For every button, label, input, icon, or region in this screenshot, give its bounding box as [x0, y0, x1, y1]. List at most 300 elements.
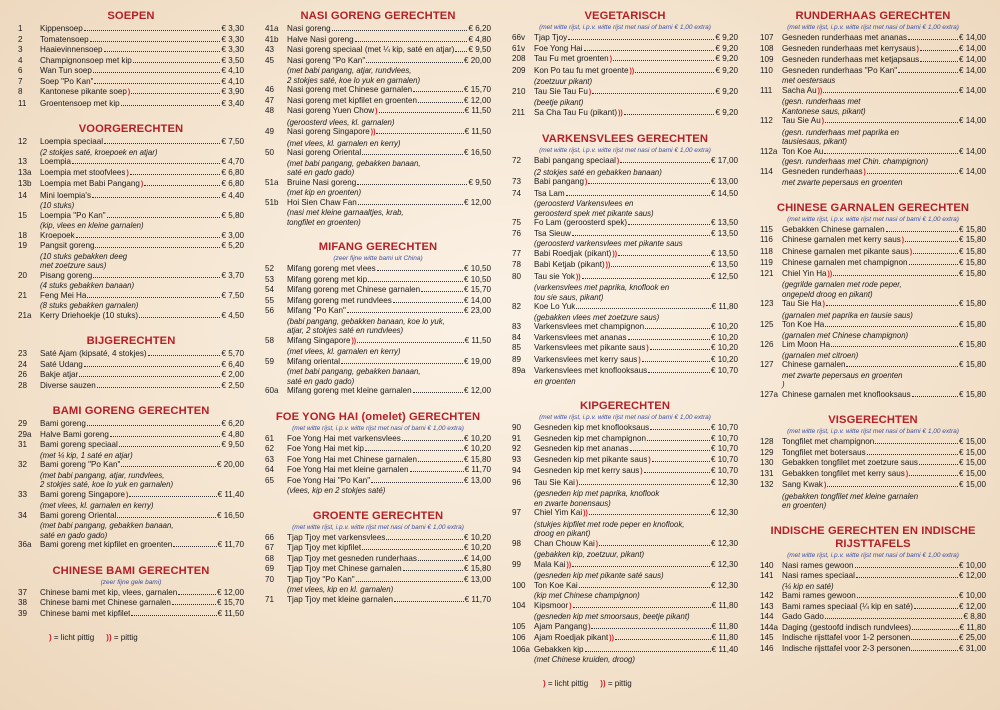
item-name: Nasi goreng Singapore — [287, 127, 370, 136]
item-name: Kipsmoor — [534, 600, 569, 610]
spicy-indicator-icon: )) — [612, 250, 618, 258]
spicy-indicator-icon: ) — [823, 482, 827, 489]
item-name: Mifang "Po Kan" — [287, 306, 346, 315]
menu-section — [760, 10, 986, 188]
item-name: Foe Yong Hai met kleine garnalen — [287, 465, 409, 474]
item-description: (gebakken tongfilet met kleine garnalen — [782, 491, 919, 501]
item-number: 82 — [512, 302, 522, 311]
item-description: droog en pikant) — [534, 529, 591, 538]
item-name: Sa Cha Tau Fu (pikant) — [534, 107, 618, 117]
menu-item — [760, 458, 986, 469]
item-price: € 3,40 — [221, 98, 244, 108]
menu-item — [265, 24, 491, 35]
item-price: € 10,20 — [463, 444, 491, 453]
item-price: € 10,00 — [958, 560, 986, 570]
dot-leader — [76, 237, 221, 238]
item-name: Bami goreng — [40, 419, 86, 428]
item-number: 76 — [512, 228, 522, 238]
section-title: RUNDERHAAS GERECHTEN — [795, 10, 951, 22]
spicy-indicator-icon: ) — [375, 108, 378, 115]
section-note: (met witte rijst, i.p.v. witte rijst met nasi of bami € 1,00 extra) — [787, 551, 959, 559]
dot-leader — [628, 339, 710, 340]
item-price: € 14,50 — [710, 188, 738, 198]
item-price: € 3,70 — [221, 270, 244, 280]
item-price: € 15,70 — [463, 85, 491, 94]
menu-item — [512, 44, 738, 55]
item-price: € 9,20 — [715, 107, 738, 117]
item-price: € 15,80 — [463, 454, 491, 464]
item-price: € 10,20 — [710, 332, 738, 342]
item-price: € 15,70 — [216, 598, 244, 607]
dot-leader — [582, 278, 710, 279]
item-name: Mifang goreng met kleine garnalen — [287, 386, 412, 395]
dot-leader — [572, 566, 710, 567]
menu-item — [18, 191, 244, 202]
menu-item — [265, 434, 491, 445]
item-name: Chiel Yin Ha — [782, 268, 827, 278]
menu-item — [760, 623, 986, 634]
item-number: 119 — [760, 258, 773, 267]
menu-item — [265, 35, 491, 46]
item-name: Kon Po tau fu met groente — [534, 65, 629, 75]
menu-item — [265, 465, 491, 476]
item-name: Babi Ketjab (pikant) — [534, 260, 605, 269]
item-description: (met ¼ kip, 1 saté en atjar) — [40, 450, 133, 460]
section-title: MIFANG GERECHTEN — [318, 241, 438, 253]
item-description: (gebakken vlees met zoetzure saus) — [534, 312, 660, 322]
menu-section — [18, 405, 244, 551]
item-description: (met kip en groenten) — [287, 188, 362, 197]
item-description: tongfilet en groenten) — [287, 217, 361, 227]
item-name: Gesneden kip met pikante saus — [534, 454, 648, 464]
dot-leader — [90, 41, 221, 42]
dot-leader — [347, 312, 463, 313]
dot-leader — [624, 114, 715, 115]
item-name: Kippensoep — [40, 24, 83, 33]
item-price: € 11,80 — [711, 600, 738, 610]
item-name: Kantonese pikante soep — [40, 87, 127, 96]
dot-leader — [410, 471, 464, 472]
item-price: € 14,00 — [463, 295, 491, 305]
section-title: VARKENSVLEES GERECHTEN — [541, 133, 709, 145]
item-description: (met babi pangang, gebakken banaan, — [287, 158, 421, 168]
menu-item — [512, 108, 738, 120]
menu-item — [512, 249, 738, 261]
item-description: 2 stokjes saté, koe lo yuk en garnalen) — [287, 75, 421, 85]
item-number: 15 — [18, 210, 28, 220]
spicy-indicator-icon: )) — [575, 273, 581, 281]
item-description: (zoetzuur pikant) — [534, 77, 593, 86]
dot-leader — [139, 317, 220, 318]
item-number: 123 — [760, 299, 774, 308]
menu-section — [265, 411, 491, 496]
item-name: Chinese garnalen met kerry saus — [782, 235, 901, 244]
dot-leader — [642, 361, 710, 362]
dot-leader — [572, 235, 710, 236]
menu-section — [760, 525, 986, 655]
item-name: Tjap Tjoy met Chinese garnalen — [287, 564, 402, 573]
item-name: Foe Yong Hai met Chinese garnalen — [287, 454, 418, 464]
dot-leader — [172, 604, 216, 605]
item-number: 140 — [760, 560, 774, 570]
item-description: (met Chinese kruiden, droog) — [534, 655, 635, 664]
item-name: Tsa Sieuw — [534, 228, 571, 238]
item-price: € 15,00 — [958, 480, 986, 489]
item-price: € 10,70 — [710, 423, 738, 432]
item-number: 115 — [760, 224, 773, 234]
dot-leader — [121, 466, 216, 467]
spicy-indicator-icon: ) — [901, 237, 905, 244]
menu-item — [265, 306, 491, 317]
dot-leader — [368, 281, 463, 282]
item-name: Bruine Nasi goreng — [287, 177, 357, 187]
item-name: Tjap Tjoy met kipfilet — [287, 543, 362, 552]
item-price: € 11,50 — [464, 127, 491, 136]
dot-leader — [568, 39, 714, 40]
item-price: € 15,80 — [958, 360, 986, 369]
item-number: 49 — [265, 127, 275, 136]
menu-item — [512, 645, 738, 656]
section-title: BAMI GORENG GERECHTEN — [52, 405, 210, 417]
item-name: Gado Gado — [782, 612, 824, 621]
dot-leader — [827, 486, 958, 487]
dot-leader — [579, 587, 710, 588]
menu-item — [18, 440, 244, 451]
item-name: Gesneden kip met knoflooksaus — [534, 423, 650, 432]
item-name: Feng Mei Ha — [40, 290, 87, 300]
dot-leader — [909, 264, 958, 265]
menu-item — [760, 66, 986, 77]
item-number: 91 — [512, 433, 522, 443]
menu-item — [18, 490, 244, 502]
item-price: € 5,80 — [221, 210, 244, 220]
item-name: Tau Sie Ha — [782, 299, 822, 308]
item-description: (garnalen met paprika en tausie saus) — [782, 310, 913, 320]
menu-item — [18, 66, 244, 77]
menu-item — [760, 602, 986, 613]
item-description: 2 stokjes saté, koe lo yuk en garnalen) — [40, 480, 174, 489]
item-number: 37 — [18, 587, 28, 597]
menu-column-1 — [18, 10, 244, 643]
spicy-indicator-icon: ) — [609, 56, 613, 63]
menu-item — [512, 302, 738, 313]
item-number: 98 — [512, 538, 522, 548]
item-name: Nasi rames speciaal — [782, 571, 855, 580]
item-number: 7 — [18, 76, 23, 86]
item-name: Tjap Tjoy met kleine garnalen — [287, 594, 394, 604]
item-number: 71 — [265, 594, 275, 604]
item-name: Diverse sauzen — [40, 380, 96, 390]
item-number: 61v — [512, 43, 526, 53]
menu-item — [512, 560, 738, 572]
item-name: Tjap Tjoy — [534, 33, 568, 42]
dot-leader — [650, 429, 710, 430]
item-name: Pangsit goreng — [40, 241, 95, 250]
item-price: € 10,50 — [463, 274, 491, 284]
menu-item — [760, 561, 986, 572]
item-price: € 11,80 — [711, 302, 738, 311]
menu-item — [512, 423, 738, 434]
dot-leader — [332, 30, 468, 31]
item-price: € 12,30 — [710, 559, 738, 569]
menu-item — [18, 157, 244, 168]
dot-leader — [856, 577, 958, 578]
menu-item — [18, 370, 244, 381]
dot-leader — [418, 461, 463, 462]
menu-item — [18, 598, 244, 609]
item-number: 116 — [760, 235, 773, 244]
item-name: Mifang goreng met rundvlees — [287, 295, 392, 305]
dot-leader — [129, 496, 216, 497]
menu-item — [18, 241, 244, 252]
item-name: Nasi goreng speciaal (met ¼ kip, saté en atjar) — [287, 45, 455, 54]
item-price: € 11,50 — [464, 106, 491, 115]
item-description: geroosterd spek met pikante saus) — [534, 208, 654, 218]
item-name: Nasi goreng met Chinese garnalen — [287, 85, 413, 94]
section-note: (met witte rijst, i.p.v. witte rijst met nasi of bami € 1,00 extra) — [787, 428, 959, 435]
item-name: Soep "Po Kan" — [40, 76, 94, 86]
item-number: 29 — [18, 419, 28, 428]
item-number: 34 — [18, 510, 28, 520]
section-title: CHINESE BAMI GERECHTEN — [52, 564, 210, 577]
item-number: 56 — [265, 306, 275, 315]
menu-item — [512, 622, 738, 634]
section-title: KIPGERECHTEN — [579, 400, 671, 412]
menu-item — [265, 106, 491, 118]
dot-leader — [576, 308, 710, 309]
dot-leader — [366, 62, 463, 63]
dot-leader — [413, 392, 463, 393]
item-name: Loempia met Babi Pangang — [40, 179, 140, 188]
menu-item — [512, 581, 738, 592]
menu-section — [18, 335, 244, 391]
item-number: 68 — [265, 553, 275, 563]
section-note: (met witte rijst, i.p.v. witte rijst met nasi of bami € 1,00 extra) — [539, 414, 711, 421]
item-name: Sang Kwak — [782, 480, 823, 489]
item-number: 208 — [512, 54, 526, 63]
item-price: € 4,10 — [221, 66, 244, 75]
item-number: 74 — [512, 188, 522, 198]
item-description: en groenten — [534, 376, 576, 386]
dot-leader — [912, 629, 958, 630]
spicy-indicator-icon: ) — [821, 118, 825, 125]
item-number: 46 — [265, 85, 275, 94]
menu-item — [265, 275, 491, 286]
dot-leader — [592, 93, 714, 94]
menu-item — [760, 269, 986, 281]
dot-leader — [356, 581, 463, 582]
item-number: 97 — [512, 508, 522, 517]
item-number: 106a — [512, 644, 531, 654]
item-price: € 14,00 — [958, 43, 986, 53]
item-price: € 5,70 — [221, 349, 244, 358]
item-description: (met babi pangang, atjar, rundvlees, — [40, 470, 165, 480]
item-price: € 15,00 — [958, 437, 986, 446]
dot-leader — [905, 241, 958, 242]
item-name: Lim Moon Ha — [782, 340, 831, 349]
item-price: € 15,80 — [958, 246, 986, 256]
item-description: (beetje pikant) — [534, 98, 584, 107]
item-name: Foe Yong Hai met varkensvlees — [287, 433, 401, 443]
section-title: INDISCHE GERECHTEN EN INDISCHE RIJSTTAFELS — [770, 524, 976, 550]
item-name: Varkensvlees met ananas — [534, 332, 627, 342]
item-name: Tau sie Yok — [534, 271, 575, 281]
item-price: € 12,00 — [463, 386, 491, 395]
spicy-indicator-icon: ) — [140, 181, 144, 188]
item-number: 84 — [512, 332, 522, 342]
item-number: 1 — [18, 24, 23, 33]
item-price: € 10,20 — [710, 343, 738, 352]
item-price: € 15,80 — [958, 389, 986, 399]
item-number: 36a — [18, 540, 32, 549]
item-description: (met babi pangang, gebakken banaan, — [40, 521, 174, 530]
item-name: Groentensoep met kip — [40, 98, 120, 108]
item-name: Chinese bami met kipfilet — [40, 608, 131, 618]
item-price: € 14,00 — [958, 85, 986, 95]
dot-leader — [79, 376, 220, 377]
item-description: (garnalen met citroen) — [782, 350, 859, 360]
item-description: (vlees, kip en 2 stokjes saté) — [287, 486, 386, 495]
dot-leader — [855, 567, 958, 568]
item-price: € 11,70 — [464, 465, 491, 474]
item-price: € 31,00 — [958, 643, 986, 653]
dot-leader — [377, 270, 463, 271]
item-number: 64 — [265, 465, 275, 474]
item-name: Gesneden runderhaas met ketjapsaus — [782, 55, 920, 64]
menu-item — [265, 45, 491, 56]
menu-item — [265, 444, 491, 455]
menu-item — [265, 533, 491, 544]
spicy-indicator-icon: ) — [588, 623, 591, 631]
item-price: € 4,80 — [468, 34, 491, 44]
dot-leader — [630, 450, 710, 451]
item-name: Varkensvlees met champignon — [534, 322, 645, 331]
item-number: 18 — [18, 230, 28, 240]
dot-leader — [87, 297, 220, 298]
spicy-hot-icon: )) — [106, 633, 112, 642]
menu-item — [512, 272, 738, 284]
item-price: € 11,70 — [217, 540, 244, 549]
item-number: 89 — [512, 354, 522, 364]
dot-leader — [144, 185, 220, 186]
item-number: 55 — [265, 295, 275, 305]
spicy-indicator-icon: ) — [640, 468, 643, 475]
item-description: saté en gado gado) — [40, 530, 108, 540]
item-number: 14 — [18, 190, 28, 200]
dot-leader — [421, 291, 463, 292]
item-number: 105 — [512, 621, 526, 631]
item-price: € 4,80 — [221, 429, 244, 439]
menu-item — [265, 296, 491, 307]
item-number: 8 — [18, 87, 23, 96]
item-price: € 15,80 — [463, 564, 491, 573]
dot-leader — [131, 93, 220, 94]
item-price: € 3,30 — [221, 24, 244, 33]
spicy-indicator-icon: )) — [817, 87, 823, 95]
section-note: (met witte rijst, i.p.v. witte rijst met nasi of bami € 1,00 extra) — [539, 147, 711, 154]
menu-item — [512, 444, 738, 455]
item-name: Kerry Driehoekje (10 stuks) — [40, 310, 139, 320]
menu-item — [265, 264, 491, 275]
item-price: € 10,70 — [710, 454, 738, 464]
dot-leader — [104, 143, 220, 144]
spicy-indicator-icon: ) — [822, 301, 825, 308]
section-note: (zeer fijne witte bami uit China) — [333, 255, 423, 262]
item-number: 38 — [18, 598, 28, 607]
item-number: 77 — [512, 248, 522, 258]
item-number: 3 — [18, 45, 23, 54]
item-price: € 16,50 — [463, 148, 491, 157]
dot-leader — [579, 484, 710, 485]
item-price: € 10,70 — [710, 366, 738, 375]
item-description: (geroosterd vlees, kl. garnalen) — [287, 117, 395, 127]
item-price: € 10,20 — [463, 433, 491, 443]
item-price: € 11,80 — [711, 621, 738, 631]
dot-leader — [394, 601, 464, 602]
item-name: Chinese garnalen met champignon — [782, 258, 908, 267]
menu-item — [512, 343, 738, 355]
item-price: € 15,00 — [958, 468, 986, 478]
spicy-indicator-icon: ) — [638, 356, 641, 364]
item-name: Kroepoek — [40, 230, 75, 240]
section-note: (met witte rijst, i.p.v. witte rijst met nasi of bami € 1,00 extra) — [787, 215, 959, 223]
dot-leader — [117, 517, 216, 518]
menu-section — [512, 133, 738, 386]
spicy-indicator-icon: )) — [370, 129, 376, 136]
spicy-indicator-icon: ) — [569, 602, 572, 610]
dot-leader — [93, 72, 221, 73]
item-number: 73 — [512, 177, 522, 186]
spicy-indicator-icon: ) — [126, 491, 129, 499]
item-number: 66v — [512, 33, 526, 42]
dot-leader — [173, 546, 216, 547]
spicy-indicator-icon: ) — [905, 470, 909, 478]
dot-leader — [119, 446, 221, 447]
item-number: 67 — [265, 543, 275, 552]
item-price: € 15,70 — [463, 285, 491, 294]
dot-leader — [97, 387, 221, 388]
item-name: Mifang Singapore — [287, 335, 351, 345]
item-price: € 15,80 — [958, 340, 986, 349]
item-number: 60a — [265, 386, 279, 395]
item-number: 100 — [512, 580, 526, 590]
menu-item — [760, 612, 986, 623]
spicy-indicator-icon: ) — [595, 540, 599, 548]
item-number: 112a — [760, 146, 778, 156]
item-name: Gesneden runderhaas "Po Kan" — [782, 65, 898, 75]
item-name: Tau Sie Kai — [534, 477, 575, 487]
item-name: Tongfilet met champignon — [782, 437, 875, 446]
item-description: (kip, vlees en kleine garnalen) — [40, 221, 144, 230]
item-number: 70 — [265, 574, 275, 584]
item-description: en groenten) — [782, 501, 827, 510]
spicy-indicator-icon: ) — [588, 88, 592, 96]
menu-item — [512, 455, 738, 467]
item-number: 108 — [760, 43, 774, 53]
section-title: VOORGERECHTEN — [78, 123, 184, 135]
item-number: 129 — [760, 447, 774, 457]
dot-leader — [652, 461, 710, 462]
item-number: 32 — [18, 460, 28, 469]
dot-leader — [104, 51, 221, 52]
item-name: Nasi goreng Yuen Chow — [287, 106, 375, 115]
item-number: 28 — [18, 380, 28, 390]
menu-item — [512, 66, 738, 78]
dot-leader — [418, 560, 463, 561]
item-price: € 15,80 — [958, 235, 986, 244]
item-price: € 14,00 — [958, 33, 986, 42]
legend-mild-label: = licht pittig — [547, 678, 589, 688]
